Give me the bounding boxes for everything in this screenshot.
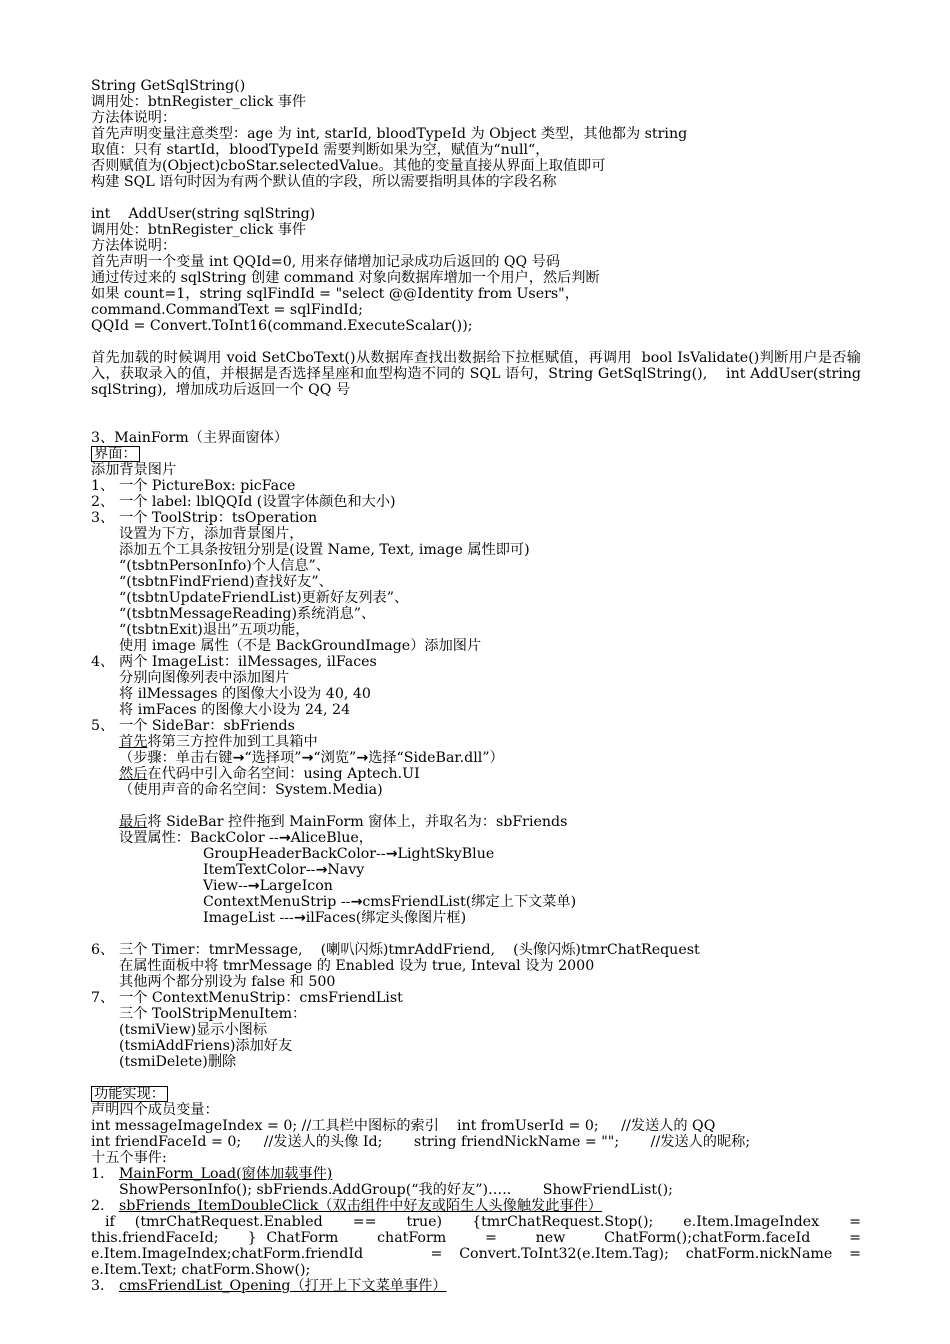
text-line: 声明四个成员变量：	[91, 1102, 219, 1118]
text-line: 将 ilMessages 的图像大小设为 40, 40	[119, 686, 371, 702]
arrow-icon: →	[293, 910, 306, 926]
text-line: （使用声音的命名空间：System.Media)	[119, 782, 383, 798]
text-line: “(tsbtnFindFriend)查找好友”、	[119, 574, 333, 590]
text-line: 否则赋值为(Object)cboStar.selectedValue。其他的变量直接从界面上取值即可	[91, 158, 606, 174]
text-line: 取值：只有 startId，bloodTypeId 需要判断如果为空，赋值为“null“，	[91, 142, 550, 158]
code-line: int messageImageIndex = 0; //工具栏中图标的索引 int fromUserId = 0; //发送人的 QQ	[91, 1118, 716, 1134]
text-line: (tsmiAddFriens)添加好友	[119, 1038, 293, 1054]
text-line: “(tsbtnPersonInfo)个人信息”、	[119, 558, 330, 574]
arrow-icon: →	[278, 830, 291, 846]
text-line: 分别向图像列表中添加图片	[119, 670, 290, 686]
event-item: 2. sbFriends_ItemDoubleClick（双击组件中好友或陌生人头像触发此事件）	[91, 1198, 602, 1214]
event-item: 3. cmsFriendList_Opening（打开上下文菜单事件）	[91, 1278, 447, 1294]
event-item: 1. MainForm_Load(窗体加载事件)	[91, 1166, 333, 1182]
text-line: “(tsbtnMessageReading)系统消息”、	[119, 606, 376, 622]
text-line: “(tsbtnExit)退出”五项功能，	[119, 622, 310, 638]
text-line: 方法体说明：	[91, 238, 177, 254]
text-line: 使用 image 属性（不是 BackGroundImage）添加图片	[119, 638, 482, 654]
text-line: 其他两个都分别设为 false 和 500	[119, 974, 336, 990]
text-line: ItemTextColor--→Navy	[203, 862, 365, 878]
code-paragraph: if (tmrChatRequest.Enabled == true) {tmrChatRequest.Stop(); e.Item.ImageIndex = this.friendFaceId; } ChatForm chatForm = new ChatForm();chatForm.faceId = e.Item.ImageIndex;chatForm.friendId = Convert.ToInt32(e.Item.Tag); chatForm.nickName = e.Item.Text; chatForm.Show();	[91, 1214, 880, 1278]
text-line: 三个 ToolStripMenuItem：	[119, 1006, 307, 1022]
text-line: 十五个事件:	[91, 1150, 167, 1166]
function-label-box: 功能实现：	[91, 1086, 168, 1102]
code-line: ShowPersonInfo(); sbFriends.AddGroup(“我的好友”)….. ShowFriendList();	[119, 1182, 673, 1198]
code-line: command.CommandText = sqlFindId;	[91, 302, 363, 318]
arrow-icon: →	[385, 846, 398, 862]
code-line: QQId = Convert.ToInt16(command.ExecuteScalar());	[91, 318, 473, 334]
text-line: ContextMenuStrip --→cmsFriendList(绑定上下文菜单)	[203, 894, 577, 910]
document-page	[91, 78, 880, 1294]
list-item: 6、 三个 Timer：tmrMessage, (喇叭闪烁)tmrAddFriend, (头像闪烁)tmrChatRequest	[91, 942, 700, 958]
text-line: 通过传过来的 sqlString 创建 command 对象向数据库增加一个用户，然后判断	[91, 270, 600, 286]
method-signature: String GetSqlString()	[91, 78, 246, 94]
text-line: GroupHeaderBackColor--→LightSkyBlue	[203, 846, 495, 862]
list-item: 1、 一个 PictureBox: picFace	[91, 478, 296, 494]
text-line: View--→LargeIcon	[203, 878, 333, 894]
section-title: 3、MainForm（主界面窗体）	[91, 430, 289, 446]
list-item: 7、 一个 ContextMenuStrip：cmsFriendList	[91, 990, 403, 1006]
arrow-icon: →	[315, 862, 328, 878]
arrow-icon: →	[247, 878, 260, 894]
text-line: ImageList ---→ilFaces(绑定头像图片框)	[203, 910, 467, 926]
code-line: int friendFaceId = 0; //发送人的头像 Id; string friendNickName = ""; //发送人的昵称;	[91, 1134, 751, 1150]
arrow-icon: →	[232, 750, 245, 766]
ui-label-box: 界面：	[91, 446, 140, 462]
text-line: 添加五个工具条按钮分别是(设置 Name, Text, image 属性即可)	[119, 542, 530, 558]
arrow-icon: →	[350, 894, 363, 910]
text-line: 如果 count=1，string sqlFindId = "select @@Identity from Users"，	[91, 286, 579, 302]
arrow-icon: →	[356, 750, 369, 766]
text-line: 构建 SQL 语句时因为有两个默认值的字段，所以需要指明具体的字段名称	[91, 174, 557, 190]
text-line: 最后将 SideBar 控件拖到 MainForm 窗体上，并取名为：sbFriends	[119, 814, 568, 830]
text-line: “(tsbtnUpdateFriendList)更新好友列表”、	[119, 590, 409, 606]
text-line: 设置为下方，添加背景图片，	[119, 526, 304, 542]
text-line: (tsmiView)显示小图标	[119, 1022, 268, 1038]
arrow-icon: →	[301, 750, 314, 766]
text-line: 首先声明一个变量 int QQId=0, 用来存储增加记录成功后返回的 QQ 号码	[91, 254, 561, 270]
method-signature: int AddUser(string sqlString)	[91, 206, 316, 222]
summary-paragraph: 首先加载的时候调用 void SetCboText()从数据库查找出数据给下拉框赋值，再调用 bool IsValidate()判断用户是否输入，获取录入的值，并根据是否选择星座和血型构造不同的 SQL 语句，String GetSqlString(), int AddUser(string sqlString), 增加成功后返回一个 QQ 号	[91, 350, 866, 398]
text-line: 方法体说明：	[91, 110, 177, 126]
text-line: （步骤：单击右键→“选择项”→“浏览”→选择“SideBar.dll”）	[119, 750, 504, 766]
text-line: 首先将第三方控件加到工具箱中	[119, 734, 318, 750]
text-line: 调用处：btnRegister_click 事件	[91, 222, 307, 238]
text-line: 添加背景图片	[91, 462, 177, 478]
text-line: (tsmiDelete)删除	[119, 1054, 237, 1070]
text-line: 在属性面板中将 tmrMessage 的 Enabled 设为 true, Inteval 设为 2000	[119, 958, 595, 974]
list-item: 2、 一个 label: lblQQId (设置字体颜色和大小)	[91, 494, 396, 510]
text-line: 调用处：btnRegister_click 事件	[91, 94, 307, 110]
list-item: 4、 两个 ImageList：ilMessages, ilFaces	[91, 654, 377, 670]
list-item: 5、 一个 SideBar：sbFriends	[91, 718, 295, 734]
text-line: 首先声明变量注意类型：age 为 int, starId, bloodTypeId 为 Object 类型，其他都为 string	[91, 126, 688, 142]
text-line: 然后在代码中引入命名空间：using Aptech.UI	[119, 766, 420, 782]
text-line: 将 imFaces 的图像大小设为 24, 24	[119, 702, 351, 718]
list-item: 3、 一个 ToolStrip：tsOperation	[91, 510, 318, 526]
text-line: 设置属性：BackColor --→AliceBlue，	[119, 830, 373, 846]
